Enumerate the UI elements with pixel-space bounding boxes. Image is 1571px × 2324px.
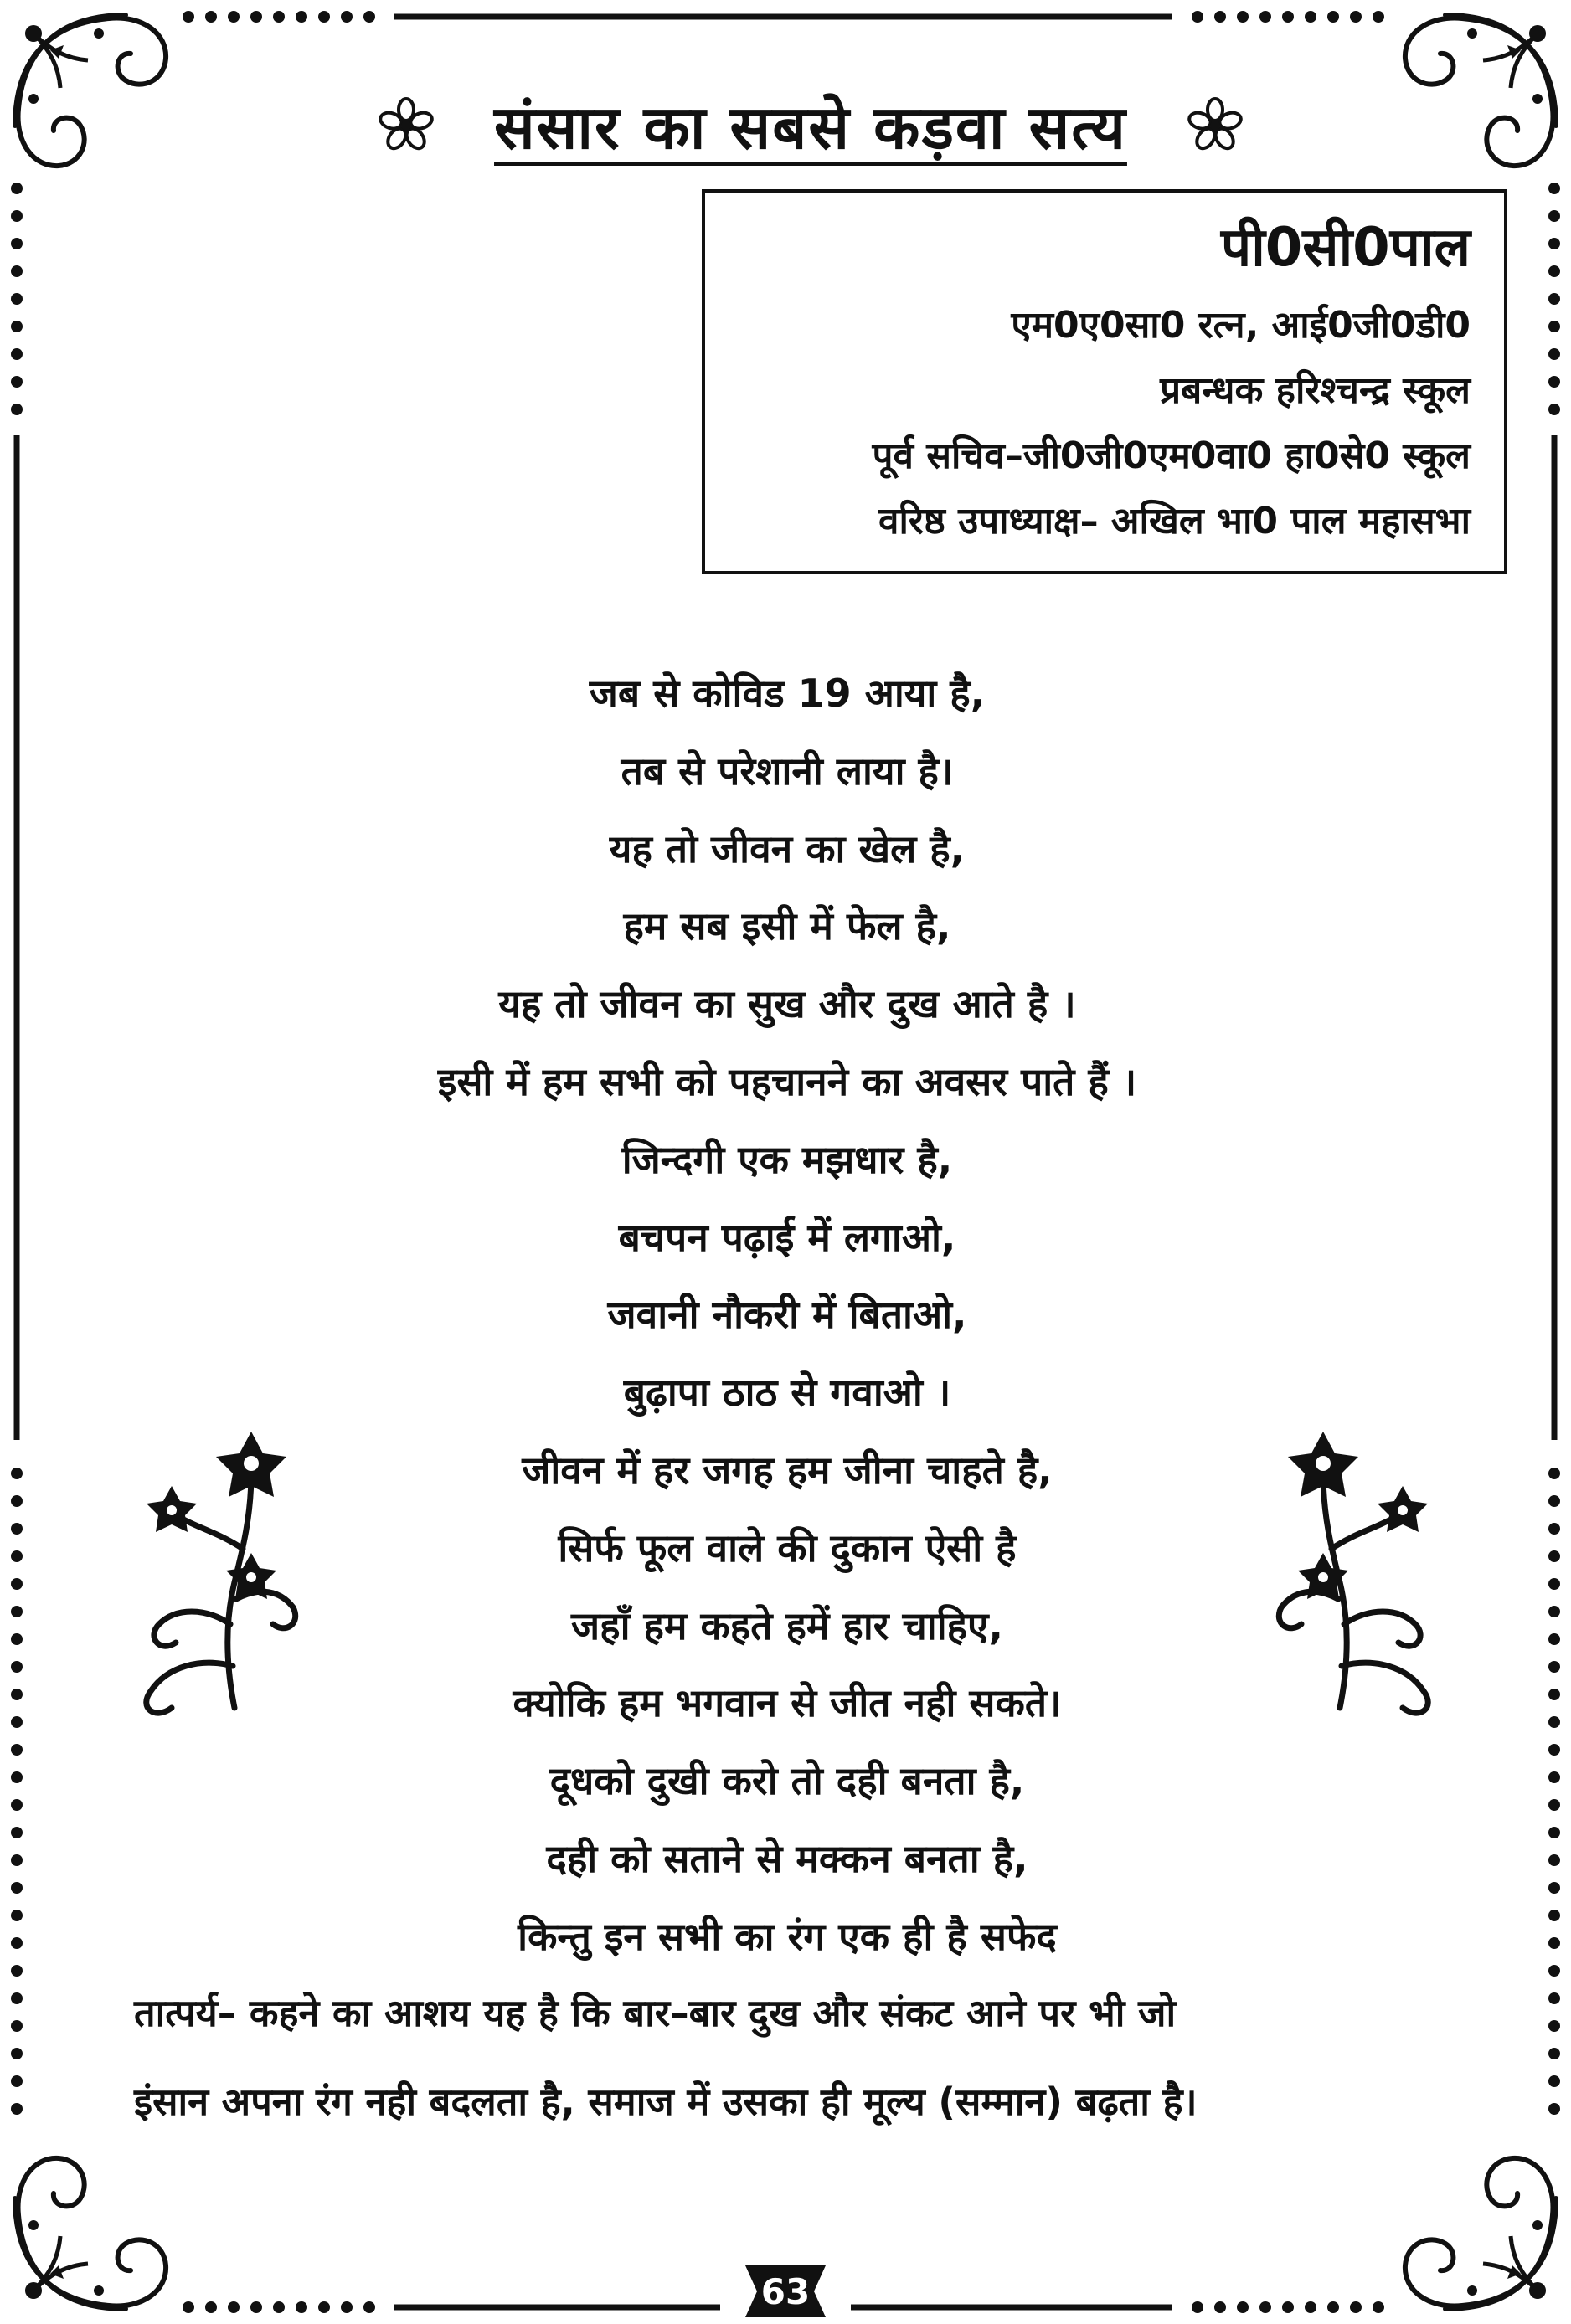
flower-icon — [377, 96, 435, 155]
poem — [276, 655, 1298, 1976]
scroll-ornament-icon — [15, 2158, 166, 2309]
poem-line: बुढ़ापा ठाठ से गवाओ । — [623, 1370, 951, 1416]
flower-icon — [1186, 96, 1244, 155]
poem-line: तब से परेशानी लाया है। — [621, 748, 954, 794]
poem-line: जीवन में हर जगह हम जीना चाहते है, — [522, 1447, 1053, 1493]
top-border — [183, 11, 1384, 23]
poem-line: किन्तु इन सभी का रंग एक ही है सफेद — [518, 1913, 1057, 1959]
scroll-ornament-icon — [1405, 2158, 1556, 2309]
page-title: संसार का सबसे कड़वा सत्य — [494, 92, 1127, 162]
author-credential: पूर्व सचिव–जी0जी0एम0वा0 हा0से0 स्कूल — [872, 434, 1471, 477]
conclusion-line: इंसान अपना रंग नही बदलता है, समाज में उसका ही मूल्य (सम्मान) बढ़ता है। — [134, 2080, 1198, 2124]
poem-line: जवानी नौकरी में बिताओ, — [607, 1292, 967, 1338]
poem-line: दही को सताने से मक्कन बनता है, — [546, 1835, 1028, 1881]
floral-sprig-icon — [126, 1415, 318, 1716]
poem-line: जिन्दगी एक मझधार है, — [621, 1136, 953, 1182]
poem-line: क्योकि हम भगवान से जीत नही सकते। — [513, 1680, 1062, 1726]
title-row — [0, 80, 1571, 172]
poem-line: हम सब इसी में फेल है, — [623, 903, 951, 949]
poem-line: जहाँ हम कहते हमें हार चाहिए, — [571, 1602, 1003, 1648]
page-number: 63 — [760, 2270, 811, 2312]
poem-line: यह तो जीवन का खेल है, — [609, 825, 966, 872]
conclusion-paragraph — [134, 1969, 1440, 2147]
poem-line: इसी में हम सभी को पहचानने का अवसर पाते हैं । — [437, 1058, 1137, 1104]
author-credential: प्रबन्धक हरिश्चन्द्र स्कूल — [1160, 369, 1471, 412]
page-number-badge — [730, 2265, 841, 2317]
author-credential: एम0ए0सा0 रत्न, आई0जी0डी0 — [1011, 304, 1471, 347]
right-border — [1548, 183, 1560, 2115]
author-credential: वरिष्ठ उपाध्याक्ष– अखिल भा0 पाल महासभा — [878, 500, 1471, 542]
poem-line: जब से कोविड 19 आया है, — [589, 671, 986, 716]
conclusion-line: तात्पर्य– कहने का आशय यह है कि बार–बार दुख और संकट आने पर भी जो — [134, 1991, 1177, 2035]
poem-line: सिर्फ फूल वाले की दुकान ऐसी है — [558, 1524, 1017, 1571]
left-border — [11, 183, 23, 2115]
floral-sprig-icon — [1256, 1415, 1449, 1716]
author-name: पी0सी0पाल — [1220, 217, 1471, 279]
poem-line: यह तो जीवन का सुख और दुख आते है । — [498, 981, 1076, 1027]
poem-line: बचपन पढ़ाई में लगाओ, — [618, 1214, 956, 1260]
author-box — [702, 189, 1507, 574]
poem-line: दूधको दुखी करो तो दही बनता है, — [549, 1758, 1025, 1804]
